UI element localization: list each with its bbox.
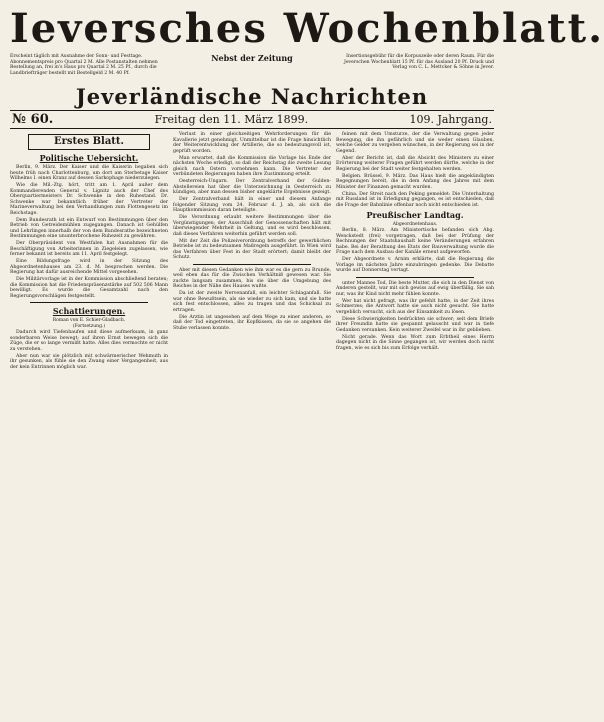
volume-year: 109. Jahrgang. bbox=[409, 113, 492, 126]
masthead-info-bar bbox=[10, 54, 494, 84]
issue-number: № 60. bbox=[12, 112, 54, 127]
article-columns bbox=[10, 132, 494, 722]
section-heading-landtag: Preußischer Landtag. bbox=[366, 210, 464, 220]
article-paragraph: Oesterreich-Ungarn. Der Zentralverband der Gulden-Abstellereien hat über die Unterzeichnung in Oesterreich zu kündigen, aber man dessen bisher ungeklärte Ergebnisse gezeigt. bbox=[173, 179, 331, 195]
first-sheet-label: Erstes Blatt. bbox=[28, 134, 150, 150]
issue-date: Freitag den 11. März 1899. bbox=[154, 113, 309, 126]
article-paragraph: Dem Bundesrath ist ein Entwurf von Bestimmungen über den Betrieb von Getreidemühlen zugegangen. Danach ist Gehülfen und Lehrlingen innerhalb der von dem Bundesrathe bezeichneten Bestimmungen eine ununterbrochene Ruhezeit zu gewähren. bbox=[10, 217, 168, 239]
newspaper-subtitle: Jeverländische Nachrichten bbox=[10, 84, 494, 111]
article-paragraph: Die Militärvorlage ist in der Kommission abschließend beraten; die Kommission hat die Friedenspräsenzstärke auf 502 506 Mann bewilligt. Es wurde die Gesamtzahl nach den Regierungsvorschlägen festgestellt. bbox=[10, 277, 168, 299]
section-heading-novel: Schattierungen. bbox=[52, 306, 126, 316]
masthead-title: Ieversches Wochenblatt. bbox=[10, 5, 604, 52]
continuation-note: (Fortsetzung.) bbox=[72, 324, 106, 329]
section-subheading: Abgeordnetenhaus. bbox=[392, 222, 438, 227]
article-paragraph: Der Oberpräsident von Westfalen hat Ausnahmen für die Beschäftigung von Arbeiterinnen in Ziegeleien zugelassen, wie ferner bekannt ist bereits am 11. April festgelegt. bbox=[10, 241, 168, 257]
novel-author: Roman von E. Schier-Gladbach. bbox=[52, 318, 126, 323]
article-paragraph: Aber der Bericht ist, daß die Absicht des Ministers zu einer Erörterung weiterer Fragen geführt werden dürfte, welche in der Regierung bei der Stadt weiter festgehalten werden. bbox=[336, 155, 494, 172]
article-paragraph: unter Mannes Tod, Die beste Mutter, die sich in den Dienst von Anderen gestellt, war mit sich gewiss auf ewig überfällig. Sie sah nur, was ihr Kind nicht mehr fühlen konnte. bbox=[336, 280, 494, 297]
article-paragraph: Aber mit diesen Gedanken wie ihm war es die gern zu Brunde, weil eben das für die Zwischen Verhältniß gewesen war. Sie zuckte langsam zusammen, bis sie über die Umgebung des Reiches in der Nähe des Hauses wußte. bbox=[173, 267, 331, 289]
article-paragraph: China. Der Streit nach den Peking gemeldet: Die Unterhaltung mit Russland ist in Erledigung gegangen, es ist entschieden, daß die Frage der Bahnlinie offenbar noch nicht entschieden ist. bbox=[336, 191, 494, 208]
article-paragraph: Da ist der zweite Nervenanfall, ein leichter Schlaganfall. Sie war ohne Bewußtsein, als sie wieder zu sich kam, und sie hatte sich fest entschlossen, alles zu tragen und das Schicksal zu ertragen. bbox=[173, 291, 331, 313]
divider bbox=[30, 302, 148, 303]
supplement-note: Nebst der Zeitung bbox=[211, 53, 293, 63]
divider bbox=[356, 277, 474, 278]
article-paragraph: Belgien. Brüssel, 9. März. Das Haus hielt die angekündigten Begegnungen bereit, die in dem Anfang des Jahres mit dem Minister der Finanzen gemacht wurden. bbox=[336, 173, 494, 190]
article-paragraph: Der Zentralverband hält in einer und diesem Anfange folgender Sitzung vom 24. Februar d. J. ab, als sich die Hauptkommission daran beteiligte. bbox=[173, 197, 331, 213]
article-paragraph: Die Arztin ist ungesehen auf dem Wege zu einer anderen, so daß der Tod eingetreten, ihr Kopfkissen, da sie so angehen die Stube verlassen konnte. bbox=[173, 314, 331, 331]
article-paragraph: Man erwartet, daß die Kommission die Vorlage bis Ende der nächsten Woche erledigt, so daß der Reichstag die zweite Lesung gleich nach Ostern vornehmen kann. Die Vertreter der verbündeten Regierungen haben ihre Zustimmung erteilt. bbox=[173, 155, 331, 177]
dateline bbox=[10, 111, 494, 129]
article-paragraph: feinen mit dem Umsturze, der die Verwaltung gegen jeder Bewegung, die ihn gefährlich und sie weder einen Glauben, welche Gelder zu vergeben wünschen, in der Regierung sei in der Gegend. bbox=[336, 132, 494, 154]
subscription-info: Erscheint täglich mit Ausnahme der Sonn- und Festtage. Abonnementspreis pro Quartal 2 M. Alle Postanstalten nehmen Bestellung an, frei in's Haus pro Quartal 2 M. 25 Pf., durch die Landbriefträger bestellt mit Bestellgeld 2 M. 40 Pf. bbox=[10, 54, 158, 76]
article-paragraph: Mit der Zeit die Polizeiverordnung betreffs der gewerblichen Betriebe ist zu bedeutsamen Maßregeln ausgeführt. In Wien wird das Verfahren über Fest in der Stadt erörtert; damit bleibt der Schutz. bbox=[173, 238, 331, 260]
article-paragraph: Berlin, 8. März. Am Ministertische befanden sich Abg. Wenckstedt (frei) vorgetragen, daß bei der Prüfung der Rechnungen der Staatshaushalt keine Veränderungen erfahren habe. Bei der Berathung des Etats der Bauverwaltung wurde die Frage nach dem Ausbau der Kanäle erneut aufgeworfen. bbox=[336, 228, 494, 255]
column-3 bbox=[336, 132, 494, 722]
article-paragraph: Berlin, 9. März. Der Kaiser und die Kaiserin begaben sich heute früh nach Charlottenburg, um dort am Sterbetage Kaiser Wilhelms I. einen Kranz auf dessen Sarkophage niederzulegen. bbox=[10, 165, 168, 181]
article-paragraph: Aber nun war sie plötzlich mit schwärmerischer Wehmuth in ihr gesunken, als fühle sie den Zwang einer Vergangenheit, aus der kein Entrinnen möglich war. bbox=[10, 353, 168, 370]
section-heading-politics: Politische Uebersicht. bbox=[39, 153, 139, 163]
article-paragraph: Wer hat nicht gefragt, was ihr gefehlt hatte, in der Zeit ihres Schmerzes; die Antwort hatte sie auch nicht gesucht. Sie hatte vergeblich versucht, sich aus der Einsamkeit zu lösen. bbox=[336, 298, 494, 315]
article-paragraph: Der Abgeordnete v. Arnim erklärte, daß die Regierung die Vorlage im nächsten Jahre einzubringen gedenke. Die Debatte wurde auf Donnerstag vertagt. bbox=[336, 257, 494, 273]
insertion-info: Insertionsgebühr für die Korpuszeile oder deren Raum. Für die Jeverschen Wochenblatt 15 Pf. für das Ausland 20 Pf. Druck und Verlag von C. L. Mettcker & Söhne in Jever. bbox=[344, 54, 495, 71]
article-paragraph: Verlust in einer gleichzeitigen Wehrforderungen für die Kavallerie jetzt genehmigt. Unmittelbar ist die Frage hinsichtlich der Weiterentwicklung der Artillerie, die so bedeutungsvoll ist, geprüft worden. bbox=[173, 132, 331, 154]
article-paragraph: Die Verordnung erlaubt weitere Bestimmungen über die Vergünstigungen; der Ausschluß der Genossenschaften hält mit überwiegender Mehrheit in Geltung, und es wird beschlossen, daß dieses Verfahren weiterhin geführt werden soll. bbox=[173, 215, 331, 237]
column-1 bbox=[10, 132, 168, 722]
article-paragraph: Eine Bildungsfrage wird in der Sitzung des Abgeordnetenhauses am 23. d. M. besprochen werden. Die Regierung hat dafür ausreichende Mittel vorgesehen. bbox=[10, 259, 168, 275]
article-paragraph: Dadurch wird Tiefenhaufen und diese aufmerksam, in ganz sonderbaren Weise bewegt; auf ihren Ernst bewegen sich die Züge, die er so lange vermißt hatte. Alles dies vermochte er nicht zu verstehen. bbox=[10, 330, 168, 352]
article-paragraph: Nicht gerade. Wenn das Wort zum Erbtheil eines Herrn dagegen nicht in die Sinne gegangen ist, wir werden doch nicht fragen, wie es sich bis zum Erfolge verhält. bbox=[336, 334, 494, 351]
article-paragraph: Diese Schwierigkeiten bedrückten sie schwer; seit dem Briefe ihrer Freundin hatte sie gespannt gelauscht und war in tiefe Gedanken versunken. Kein weiterer Zweifel war in ihr geblieben. bbox=[336, 316, 494, 333]
column-2 bbox=[173, 132, 331, 722]
divider bbox=[193, 264, 311, 265]
article-paragraph: Wie die Mil.-Ztg. hört, tritt am 1. April außer dem Kommandierenden General v. Lignitz auch der Chef des Oberquartiermeisters Dr. Schwenke in den Ruhestand. Dr. Schwenke war bekanntlich früher der Vertreter der Marineverwaltung bei den Verhandlungen zum Flottengesetz im Reichstage. bbox=[10, 183, 168, 216]
